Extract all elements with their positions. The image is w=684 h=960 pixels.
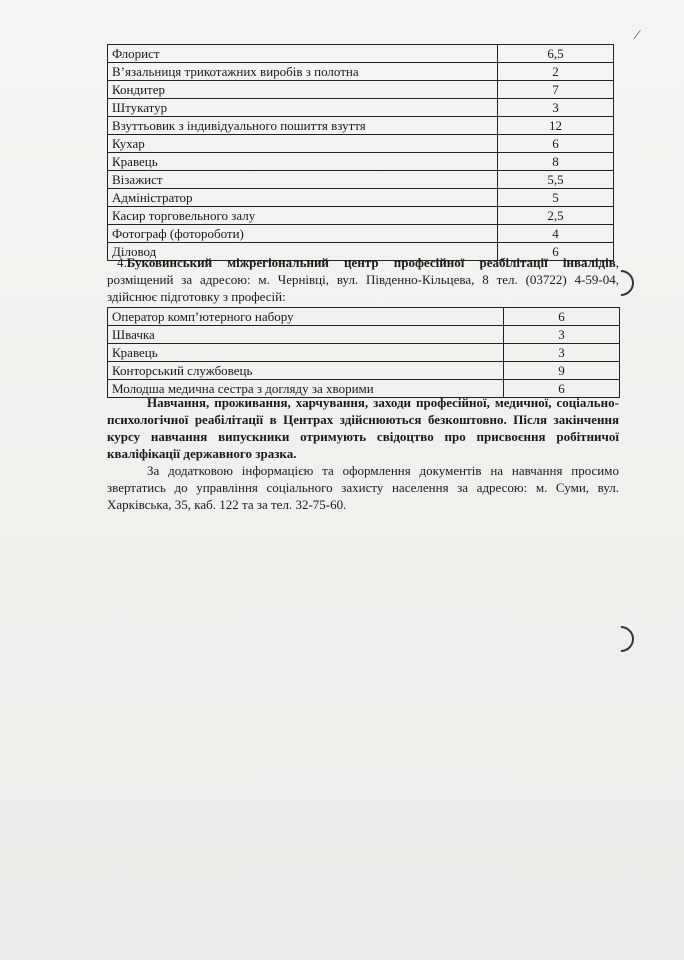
contact-info-paragraph: За додатковою інформацією та оформлення документів на навчання просимо звертатись до управління соціального захисту населення за адресою: м. Суми, вул. Харківська, 35, каб. 122 та за тел. 32-75-60. bbox=[107, 463, 619, 512]
duration-value: 6,5 bbox=[498, 45, 614, 63]
profession-name: Конторський службовець bbox=[108, 362, 504, 380]
duration-value: 7 bbox=[498, 81, 614, 99]
punch-hole-mark bbox=[603, 621, 640, 658]
section-4-number: 4. bbox=[117, 255, 127, 270]
table-row bbox=[108, 171, 614, 189]
table-row bbox=[108, 45, 614, 63]
duration-value: 6 bbox=[498, 135, 614, 153]
duration-value: 6 bbox=[504, 380, 620, 398]
duration-value: 2,5 bbox=[498, 207, 614, 225]
profession-name: Діловод bbox=[108, 243, 498, 261]
profession-name: Кухар bbox=[108, 135, 498, 153]
profession-name: Штукатур bbox=[108, 99, 498, 117]
section-4-text: , розміщений за адресою: м. Чернівці, вул. Південно-Кільцева, 8 тел. (03722) 4-59-04, здійснює підготовку з професій: bbox=[107, 255, 619, 304]
section-4-paragraph bbox=[107, 254, 619, 305]
table-row bbox=[108, 225, 614, 243]
table-row bbox=[108, 117, 614, 135]
duration-value: 9 bbox=[504, 362, 620, 380]
duration-value: 5,5 bbox=[498, 171, 614, 189]
duration-value: 6 bbox=[504, 308, 620, 326]
table-row bbox=[108, 81, 614, 99]
table-row bbox=[108, 135, 614, 153]
table-row bbox=[108, 99, 614, 117]
duration-value: 8 bbox=[498, 153, 614, 171]
duration-value: 5 bbox=[498, 189, 614, 207]
table-row bbox=[108, 362, 620, 380]
profession-name: Кравець bbox=[108, 344, 504, 362]
profession-name: Швачка bbox=[108, 326, 504, 344]
table-row bbox=[108, 326, 620, 344]
duration-value: 3 bbox=[504, 344, 620, 362]
table-row bbox=[108, 308, 620, 326]
profession-name: Молодша медична сестра з догляду за хворими bbox=[108, 380, 504, 398]
profession-name: Кондитер bbox=[108, 81, 498, 99]
professions-table-1 bbox=[107, 44, 614, 261]
profession-name: Оператор комп’ютерного набору bbox=[108, 308, 504, 326]
table-row bbox=[108, 344, 620, 362]
duration-value: 4 bbox=[498, 225, 614, 243]
duration-value: 12 bbox=[498, 117, 614, 135]
table-row bbox=[108, 207, 614, 225]
duration-value: 3 bbox=[504, 326, 620, 344]
table-row bbox=[108, 63, 614, 81]
profession-name: Взуттьовик з індивідуального пошиття взуття bbox=[108, 117, 498, 135]
profession-name: Флорист bbox=[108, 45, 498, 63]
duration-value: 2 bbox=[498, 63, 614, 81]
profession-name: Фотограф (фотороботи) bbox=[108, 225, 498, 243]
free-services-paragraph: Навчання, проживання, харчування, заходи професійної, медичної, соціально-психологічної реабілітації в Центрах здійснюються безкоштовно. Після закінчення курсу навчання випускники отримують свідоцтво про присвоєння робітничої кваліфікації державного зразка. bbox=[107, 395, 619, 461]
professions-table-2 bbox=[107, 307, 620, 398]
table-row bbox=[108, 189, 614, 207]
profession-name: Кравець bbox=[108, 153, 498, 171]
duration-value: 3 bbox=[498, 99, 614, 117]
section-4-title: Буковинський міжрегіональний центр професійної реабілітації інвалідів bbox=[126, 255, 616, 270]
profession-name: В’язальниця трикотажних виробів з полотна bbox=[108, 63, 498, 81]
profession-name: Касир торговельного залу bbox=[108, 207, 498, 225]
profession-name: Візажист bbox=[108, 171, 498, 189]
profession-name: Адміністратор bbox=[108, 189, 498, 207]
table-row bbox=[108, 153, 614, 171]
paper-mark: ⁄ bbox=[636, 28, 639, 43]
duration-value: 6 bbox=[498, 243, 614, 261]
